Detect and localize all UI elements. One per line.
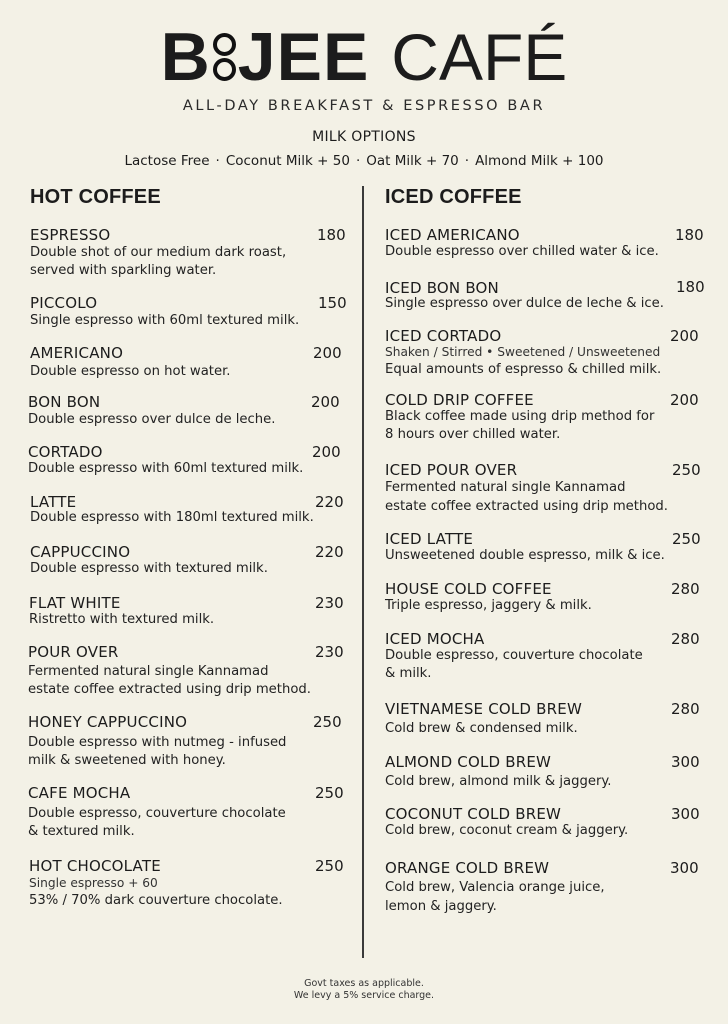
item-desc: 53% / 70% dark couverture chocolate. [29,893,283,908]
column-divider [362,186,364,958]
item-name: AMERICANO [30,344,124,362]
footer-note [0,978,728,1002]
item-desc: Ristretto with textured milk. [29,612,215,627]
item-price: 150 [318,294,347,312]
item-name: VIETNAMESE COLD BREW [385,700,582,718]
milk-options [0,129,728,169]
tagline: ALL-DAY BREAKFAST & ESPRESSO BAR [182,98,546,114]
item-price: 250 [672,461,701,479]
item-desc: Double espresso with 180ml textured milk. [30,510,314,525]
logo-double-o-icon [213,32,236,82]
item-price: 280 [671,700,700,718]
milk-option: Almond Milk + 100 [475,153,604,169]
milk-option: Coconut Milk + 50 [225,153,350,169]
item-price: 180 [676,278,705,296]
logo-letter-b: B [160,19,211,95]
iced-coffee-heading: ICED COFFEE [385,186,522,208]
item-desc: 8 hours over chilled water. [385,427,561,442]
item-desc: & milk. [385,666,432,681]
item-name: ORANGE COLD BREW [385,859,550,877]
item-price: 300 [671,753,700,771]
item-price: 220 [315,543,344,561]
item-note: Single espresso + 60 [29,876,158,890]
item-name: ICED LATTE [385,530,474,548]
item-desc: Cold brew, coconut cream & jaggery. [385,823,629,838]
item-name: PICCOLO [30,294,98,312]
item-desc: Fermented natural single Kannamad [28,664,269,679]
item-name: COLD DRIP COFFEE [385,391,534,409]
item-desc: Cold brew & condensed milk. [385,721,578,736]
item-desc: Double espresso over dulce de leche. [28,412,276,427]
item-name: LATTE [30,493,77,511]
item-price: 300 [671,805,700,823]
item-name: COCONUT COLD BREW [385,805,562,823]
item-name: CORTADO [28,443,103,461]
item-desc: Double shot of our medium dark roast, [30,245,287,260]
item-desc: Double espresso with nutmeg - infused [28,735,287,750]
logo-letters-jee: JEE [237,19,370,95]
item-name: BON BON [28,393,101,411]
item-desc: lemon & jaggery. [385,899,497,914]
item-desc: estate coffee extracted using drip method. [28,682,311,697]
item-price: 250 [315,784,344,802]
header [0,18,728,114]
item-price: 200 [312,443,341,461]
hot-coffee-heading: HOT COFFEE [30,186,161,208]
item-desc: Single espresso with 60ml textured milk. [30,313,300,328]
item-desc: Triple espresso, jaggery & milk. [385,598,592,613]
item-note: Shaken / Stirred • Sweetened / Unsweetened [385,345,661,359]
item-name: FLAT WHITE [29,594,121,612]
item-desc: Double espresso, couverture chocolate [28,806,286,821]
item-desc: Equal amounts of espresso & chilled milk. [385,362,662,377]
item-name: ALMOND COLD BREW [385,753,552,771]
cafe-logo [161,18,568,96]
item-price: 220 [315,493,344,511]
item-price: 280 [671,580,700,598]
milk-options-title: MILK OPTIONS [312,129,416,145]
logo-cafe: CAFÉ [391,20,568,94]
item-price: 180 [317,226,346,244]
milk-option: Lactose Free [124,153,210,169]
item-name: ICED AMERICANO [385,226,520,244]
item-desc: Cold brew, almond milk & jaggery. [385,774,612,789]
item-desc: estate coffee extracted using drip method. [385,499,668,514]
item-price: 200 [670,327,699,345]
item-desc: Unsweetened double espresso, milk & ice. [385,548,665,563]
item-name: HONEY CAPPUCCINO [28,713,188,731]
item-desc: Double espresso with 60ml textured milk. [28,461,304,476]
item-desc: & textured milk. [28,824,135,839]
item-price: 200 [670,391,699,409]
item-name: CAPPUCCINO [30,543,131,561]
item-price: 250 [315,857,344,875]
item-price: 200 [311,393,340,411]
item-desc: served with sparkling water. [30,263,217,278]
item-desc: Double espresso with textured milk. [30,561,268,576]
item-price: 200 [313,344,342,362]
item-name: CAFE MOCHA [28,784,131,802]
item-desc: Black coffee made using drip method for [385,409,655,424]
milk-option: Oat Milk + 70 [366,153,459,169]
item-desc: Fermented natural single Kannamad [385,480,626,495]
item-name: POUR OVER [28,643,119,661]
item-desc: milk & sweetened with honey. [28,753,226,768]
item-desc: Double espresso over chilled water & ice. [385,244,659,259]
item-name: ICED BON BON [385,279,499,297]
tax-note: Govt taxes as applicable. [304,978,424,989]
item-name: ICED CORTADO [385,327,502,345]
item-price: 250 [313,713,342,731]
item-price: 250 [672,530,701,548]
milk-options-list: Lactose Free · Coconut Milk + 50 · Oat Milk + 70 · Almond Milk + 100 [124,153,604,169]
item-desc: Single espresso over dulce de leche & ice. [385,296,664,311]
item-desc: Cold brew, Valencia orange juice, [385,880,605,895]
item-name: ICED POUR OVER [385,461,518,479]
service-charge-note: We levy a 5% service charge. [293,990,435,1001]
item-name: HOT CHOCOLATE [29,857,161,875]
item-desc: Double espresso on hot water. [30,364,231,379]
item-price: 280 [671,630,700,648]
item-price: 180 [675,226,704,244]
item-price: 300 [670,859,699,877]
item-price: 230 [315,594,344,612]
item-name: ESPRESSO [30,226,111,244]
item-name: ICED MOCHA [385,630,485,648]
item-name: HOUSE COLD COFFEE [385,580,552,598]
item-desc: Double espresso, couverture chocolate [385,648,643,663]
item-price: 230 [315,643,344,661]
